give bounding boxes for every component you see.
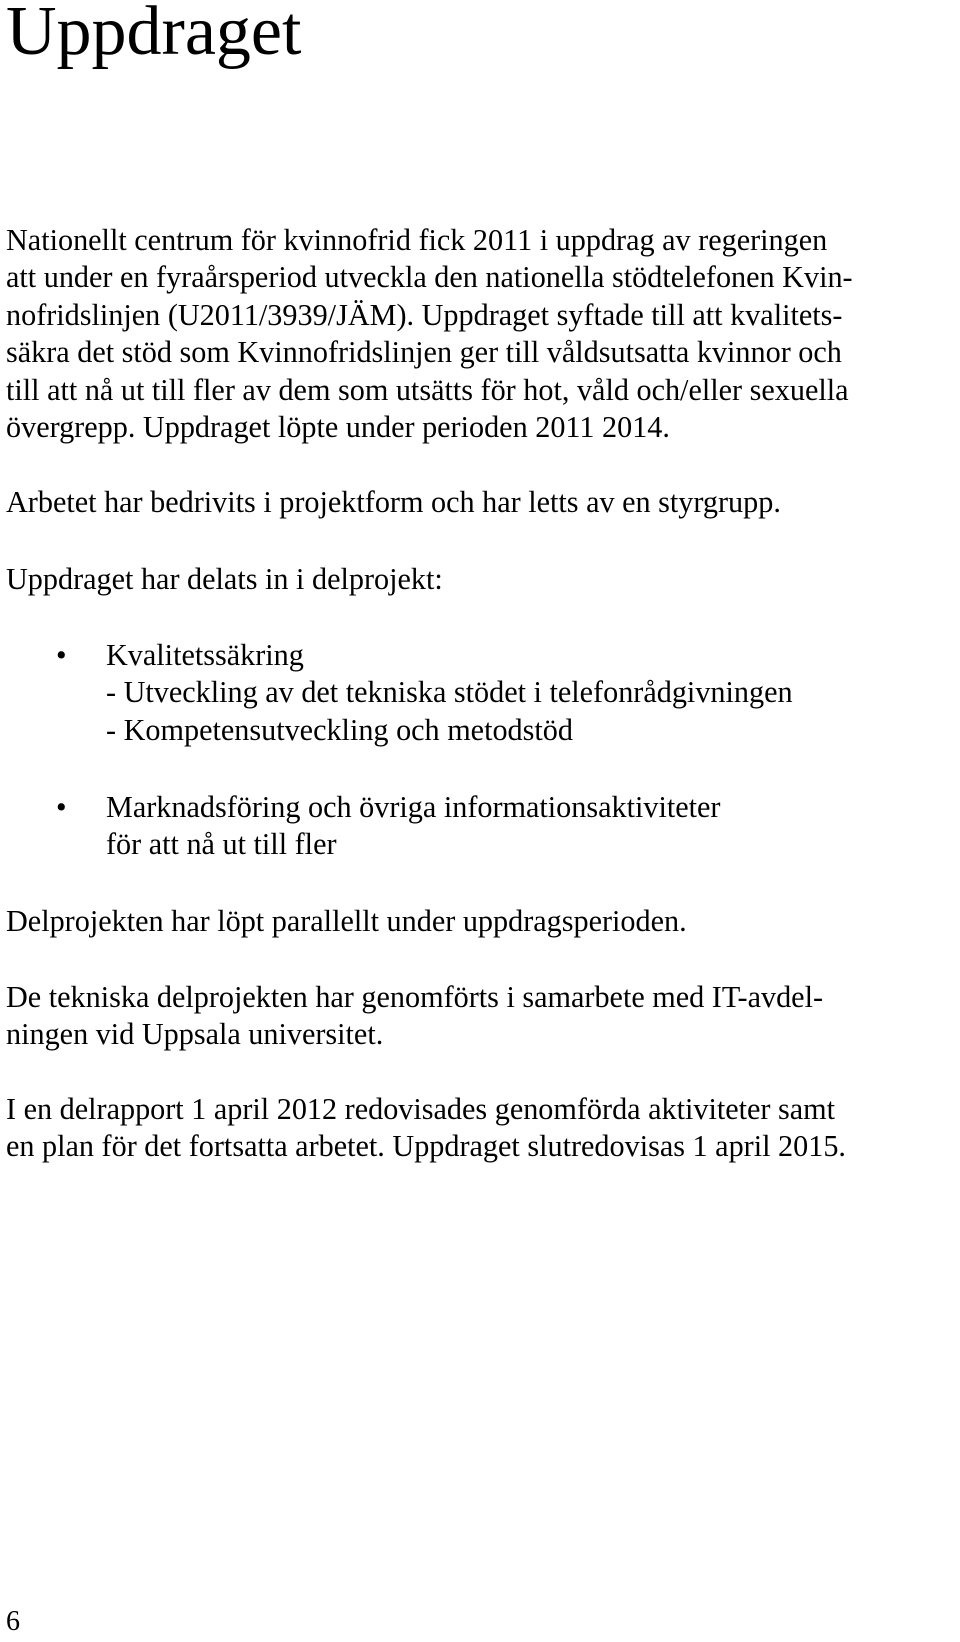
intro-paragraph	[6, 222, 853, 446]
technical-paragraph	[6, 979, 823, 1054]
bullet-line: Marknadsföring och övriga informationsaktiviteter	[106, 790, 721, 824]
page-number: 6	[6, 1606, 20, 1637]
intro-line: övergrepp. Uppdraget löpte under perioden 2011 2014.	[6, 410, 670, 445]
bullet-item-marketing	[106, 789, 720, 864]
intro-line: säkra det stöd som Kvinnofridslinjen ger till våldsutsatta kvinnor och	[6, 335, 842, 370]
page-title: Uppdraget	[6, 0, 302, 70]
intro-line: nofridslinjen (U2011/3939/JÄM). Uppdraget syftade till att kvalitets-	[6, 297, 843, 332]
report-paragraph	[6, 1091, 846, 1166]
bullet-line: - Utveckling av det tekniska stödet i telefonrådgivningen	[106, 675, 793, 710]
report-line: en plan för det fortsatta arbetet. Uppdraget slutredovisas 1 april 2015.	[6, 1129, 846, 1164]
project-paragraph: Arbetet har bedrivits i projektform och har letts av en styrgrupp.	[6, 485, 781, 519]
bullet-marker: •	[56, 790, 67, 824]
bullet-line: för att nå ut till fler	[106, 827, 337, 862]
bullet-line: Kvalitetssäkring	[106, 638, 304, 672]
technical-line: ningen vid Uppsala universitet.	[6, 1017, 384, 1052]
parallel-paragraph: Delprojekten har löpt parallellt under uppdragsperioden.	[6, 904, 687, 938]
subprojects-intro-paragraph: Uppdraget har delats in i delprojekt:	[6, 562, 443, 596]
intro-line: att under en fyraårsperiod utveckla den nationella stödtelefonen Kvin-	[6, 260, 853, 295]
report-line: I en delrapport 1 april 2012 redovisades genomförda aktiviteter samt	[6, 1092, 836, 1126]
intro-line: till att nå ut till fler av dem som utsätts för hot, våld och/eller sexuella	[6, 372, 849, 407]
bullet-line: - Kompetensutveckling och metodstöd	[106, 712, 573, 747]
intro-line: Nationellt centrum för kvinnofrid fick 2011 i uppdrag av regeringen	[6, 223, 828, 257]
bullet-item-quality	[106, 637, 793, 749]
bullet-marker: •	[56, 638, 67, 672]
technical-line: De tekniska delprojekten har genomförts i samarbete med IT-avdel-	[6, 980, 824, 1014]
